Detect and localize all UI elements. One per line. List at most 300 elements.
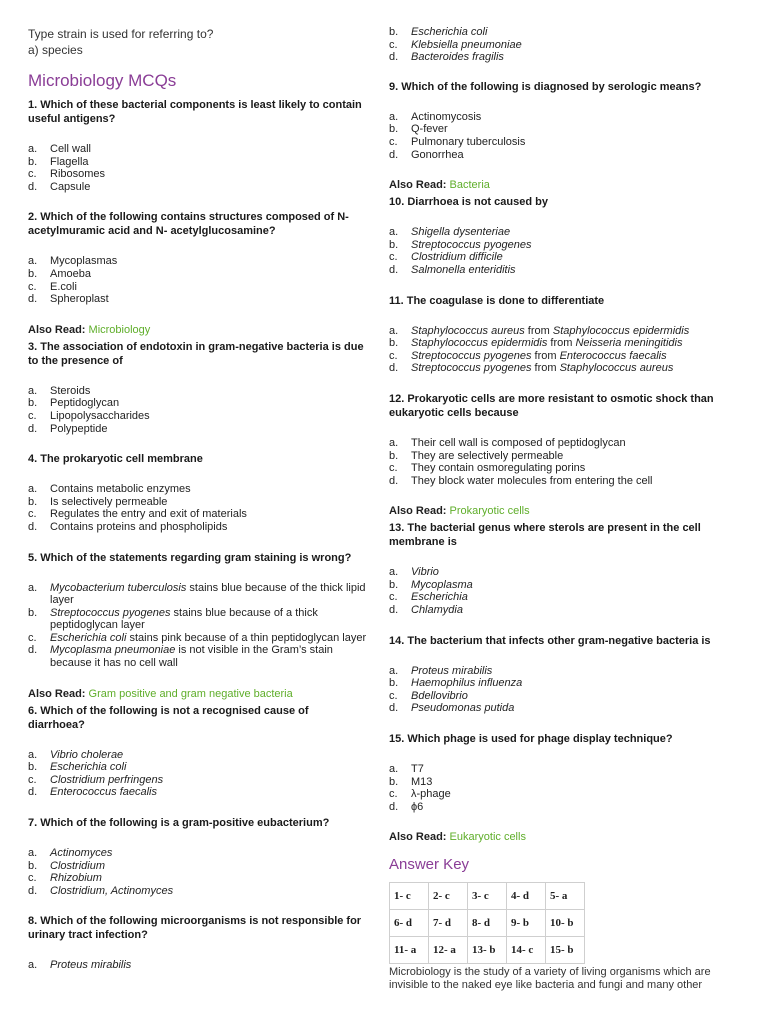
- option-marker: b.: [389, 775, 399, 788]
- option-list: [28, 847, 368, 897]
- option-marker: b.: [28, 859, 38, 872]
- option-text: [411, 690, 749, 703]
- option-item: [389, 251, 749, 264]
- option-item: [389, 149, 749, 162]
- option-marker: a.: [28, 483, 38, 496]
- option-text: [411, 264, 749, 277]
- option-marker: b.: [28, 606, 38, 619]
- option-text: [411, 350, 749, 363]
- option-item: [389, 579, 749, 592]
- option-plain-text: They are selectively permeable: [411, 449, 564, 462]
- option-list: [389, 763, 749, 813]
- option-list: [28, 483, 368, 533]
- option-text: [50, 423, 368, 436]
- option-list: [389, 665, 749, 715]
- option-marker: d.: [389, 800, 399, 813]
- question-text: 9. Which of the following is diagnosed by serologic means?: [389, 80, 702, 93]
- option-plain-text: Peptidoglycan: [50, 397, 120, 410]
- option-marker: a.: [28, 959, 38, 972]
- option-item: [28, 860, 368, 873]
- question-text: 14. The bacterium that infects other gram-negative bacteria is: [389, 634, 711, 647]
- option-text: [50, 749, 368, 762]
- option-plain-text: Contains metabolic enzymes: [50, 483, 191, 496]
- question-block: [28, 687, 368, 799]
- option-italic-text: Salmonella enteriditis: [411, 263, 516, 276]
- option-marker: a.: [28, 581, 38, 594]
- option-item: [389, 604, 749, 617]
- option-italic-text: Staphylococcus aureus: [411, 324, 525, 337]
- option-marker: c.: [28, 409, 37, 422]
- question-text: 4. The prokaryotic cell membrane: [28, 453, 203, 466]
- option-item: [28, 496, 368, 509]
- option-list: [28, 255, 368, 305]
- option-plain-text: λ-phage: [411, 788, 451, 801]
- option-item: [389, 462, 749, 475]
- option-text: [50, 508, 368, 521]
- option-text: [50, 385, 368, 398]
- option-item: [389, 665, 749, 678]
- option-text: [50, 632, 368, 645]
- option-item: [389, 26, 749, 39]
- option-text: [411, 111, 749, 124]
- option-italic-text: Vibrio: [411, 566, 439, 579]
- question-block: [28, 323, 368, 435]
- option-marker: c.: [389, 788, 398, 801]
- option-item: [28, 582, 368, 607]
- option-item: [28, 385, 368, 398]
- option-text: [50, 774, 368, 787]
- option-plain-text: They contain osmoregulating porins: [411, 462, 586, 475]
- option-plain-text: Cell wall: [50, 143, 91, 155]
- option-text: [50, 496, 368, 509]
- option-marker: a.: [389, 110, 399, 123]
- option-text: [411, 437, 749, 450]
- option-item: [28, 508, 368, 521]
- question-text: 10. Diarrhoea is not caused by: [389, 196, 548, 209]
- option-list: [28, 959, 368, 972]
- option-marker: b.: [28, 397, 38, 410]
- option-text: [50, 885, 368, 898]
- answer-key-cell: 10- b: [546, 910, 585, 937]
- option-marker: c.: [389, 349, 398, 362]
- option-list: [28, 582, 368, 670]
- option-marker: c.: [28, 773, 37, 786]
- option-marker: d.: [389, 474, 399, 487]
- also-read-link[interactable]: Eukaryotic cells: [449, 831, 526, 844]
- option-item: [28, 293, 368, 306]
- question-block: [389, 732, 749, 813]
- option-italic-text: Streptococcus pyogenes: [411, 349, 532, 362]
- answer-key-row: [390, 910, 585, 937]
- answer-key-cell: 15- b: [546, 937, 585, 964]
- option-list: [389, 566, 749, 616]
- option-marker: d.: [28, 180, 38, 193]
- option-italic-text: Proteus mirabilis: [411, 664, 493, 677]
- option-plain-text: from: [531, 349, 560, 362]
- option-marker: d.: [389, 604, 399, 617]
- question-text: 15. Which phage is used for phage display technique?: [389, 733, 673, 746]
- option-italic-text: Clostridium: [50, 859, 106, 872]
- option-text: [50, 168, 368, 181]
- question-text: 1. Which of these bacterial components is least likely to contain useful antigens?: [28, 99, 362, 125]
- option-plain-text: from: [524, 324, 553, 337]
- question-block: [28, 452, 368, 533]
- option-item: [28, 423, 368, 436]
- option-text: [411, 337, 749, 350]
- also-read-label: Also Read:: [28, 323, 86, 336]
- option-item: [389, 702, 749, 715]
- option-marker: a.: [389, 664, 399, 677]
- option-item: [28, 181, 368, 194]
- answer-key-cell: 13- b: [468, 937, 507, 964]
- option-item: [28, 168, 368, 181]
- option-plain-text: E.coli: [50, 280, 77, 293]
- option-italic-text: Klebsiella pneumoniae: [411, 38, 522, 51]
- option-item: [28, 255, 368, 268]
- option-text: [411, 123, 749, 136]
- question-text: 11. The coagulase is done to differentiate: [389, 294, 605, 307]
- option-list: [389, 226, 749, 276]
- option-marker: d.: [28, 884, 38, 897]
- option-marker: c.: [389, 591, 398, 604]
- option-text: [411, 239, 749, 252]
- option-list: [389, 437, 749, 487]
- option-plain-text: from: [547, 337, 576, 350]
- option-marker: b.: [28, 495, 38, 508]
- option-marker: b.: [28, 155, 38, 168]
- also-read-label: Also Read:: [389, 831, 447, 844]
- answer-key-cell: 6- d: [390, 910, 429, 937]
- also-read-link[interactable]: Microbiology: [88, 323, 151, 336]
- option-italic-text: Streptococcus pyogenes: [411, 238, 532, 251]
- option-marker: b.: [389, 578, 399, 591]
- option-italic-text: Staphylococcus aureus: [559, 362, 674, 375]
- option-item: [28, 774, 368, 787]
- option-text: [50, 607, 368, 632]
- option-item: [389, 591, 749, 604]
- option-italic-text: Shigella dysenteriae: [411, 226, 511, 239]
- option-text: [411, 51, 749, 64]
- option-item: [28, 410, 368, 423]
- option-item: [28, 644, 368, 669]
- option-plain-text: Actinomycosis: [411, 110, 482, 123]
- option-text: [411, 665, 749, 678]
- option-text: [50, 397, 368, 410]
- option-text: [50, 483, 368, 496]
- option-marker: d.: [389, 148, 399, 161]
- option-plain-text: M13: [411, 775, 433, 788]
- option-text: [411, 566, 749, 579]
- answer-key-row: [390, 883, 585, 910]
- answer-key-cell: 8- d: [468, 910, 507, 937]
- option-item: [389, 123, 749, 136]
- question-block: [28, 210, 368, 305]
- option-marker: b.: [389, 238, 399, 251]
- option-item: [389, 39, 749, 52]
- option-item: [389, 437, 749, 450]
- option-italic-text: Clostridium perfringens: [50, 773, 164, 786]
- option-marker: c.: [389, 689, 398, 702]
- option-plain-text: Mycoplasmas: [50, 255, 118, 268]
- question-block: [389, 178, 749, 276]
- also-read: [389, 178, 749, 192]
- option-italic-text: Enterococcus faecalis: [559, 349, 667, 362]
- option-item: [389, 690, 749, 703]
- option-item: [389, 325, 749, 338]
- option-marker: a.: [389, 566, 399, 579]
- option-italic-text: Haemophilus influenza: [411, 677, 523, 690]
- footer-text: Microbiology is the study of a variety of living organisms which are invisible to the naked eye like bacteria and fungi and many other: [389, 966, 711, 992]
- option-item: [389, 111, 749, 124]
- option-item: [389, 51, 749, 64]
- also-read-link[interactable]: Prokaryotic cells: [449, 505, 530, 518]
- option-text: [50, 156, 368, 169]
- option-italic-text: Streptococcus pyogenes: [50, 606, 171, 619]
- option-item: [28, 959, 368, 972]
- option-item: [28, 521, 368, 534]
- question-block: [389, 294, 749, 375]
- option-plain-text: stains blue because of the thick lipid layer: [50, 581, 366, 607]
- option-italic-text: Mycoplasma: [411, 578, 473, 591]
- option-marker: c.: [28, 508, 37, 521]
- option-text: [50, 959, 368, 972]
- answer-key-title: Answer Key: [389, 856, 470, 874]
- option-marker: a.: [28, 255, 38, 268]
- option-text: [411, 450, 749, 463]
- option-italic-text: Staphylococcus epidermidis: [411, 337, 548, 350]
- option-text: [411, 801, 749, 814]
- option-text: [50, 410, 368, 423]
- option-marker: b.: [389, 677, 399, 690]
- option-italic-text: Chlamydia: [411, 604, 463, 617]
- option-marker: c.: [389, 462, 398, 475]
- option-plain-text: Capsule: [50, 180, 91, 193]
- option-plain-text: Q-fever: [411, 123, 448, 136]
- option-marker: a.: [389, 436, 399, 449]
- option-text: [411, 226, 749, 239]
- option-item: [389, 350, 749, 363]
- option-text: [411, 788, 749, 801]
- option-italic-text: Clostridium difficile: [411, 251, 503, 264]
- answer-key-cell: 11- a: [390, 937, 429, 964]
- option-text: [411, 776, 749, 789]
- option-marker: c.: [28, 872, 37, 885]
- option-item: [28, 847, 368, 860]
- answer-key-cell: 9- b: [507, 910, 546, 937]
- option-item: [389, 337, 749, 350]
- option-text: [50, 293, 368, 306]
- option-list: [28, 143, 368, 193]
- option-item: [28, 483, 368, 496]
- answer-key-cell: 12- a: [429, 937, 468, 964]
- question-block: [389, 392, 749, 487]
- option-text: [411, 362, 749, 375]
- option-plain-text: Ribosomes: [50, 168, 106, 181]
- answer-key-cell: 14- c: [507, 937, 546, 964]
- question-text: 8. Which of the following microorganisms is not responsible for urinary tract infection?: [28, 915, 362, 942]
- option-item: [389, 776, 749, 789]
- option-item: [28, 749, 368, 762]
- answer-key-cell: 7- d: [429, 910, 468, 937]
- option-italic-text: Proteus mirabilis: [50, 959, 132, 972]
- option-marker: a.: [389, 763, 399, 776]
- option-item: [28, 632, 368, 645]
- option-plain-text: Polypeptide: [50, 422, 108, 435]
- option-text: [411, 325, 749, 338]
- option-item: [28, 397, 368, 410]
- option-marker: b.: [28, 761, 38, 774]
- question-text: 2. Which of the following contains structures composed of N-acetylmuramic acid and N- acetylglucosamine?: [28, 211, 349, 238]
- intro-answer: a) species: [28, 43, 83, 57]
- option-italic-text: Mycoplasma pneumoniae: [50, 644, 176, 657]
- intro-question: Type strain is used for referring to?: [28, 27, 214, 41]
- option-marker: d.: [389, 362, 399, 375]
- question-text: 6. Which of the following is not a recognised cause of diarrhoea?: [28, 704, 309, 731]
- option-text: [50, 268, 368, 281]
- option-list: [389, 111, 749, 161]
- option-italic-text: Bacteroides fragilis: [411, 51, 504, 64]
- option-marker: a.: [28, 847, 38, 860]
- option-plain-text: stains blue because of a thick peptidoglycan layer: [50, 606, 318, 632]
- question-block: [28, 98, 368, 193]
- also-read-link[interactable]: Gram positive and gram negative bacteria: [88, 687, 293, 700]
- option-marker: b.: [389, 449, 399, 462]
- option-marker: d.: [389, 263, 399, 276]
- answer-key-cell: 4- d: [507, 883, 546, 910]
- option-text: [50, 860, 368, 873]
- option-marker: c.: [28, 631, 37, 644]
- option-item: [389, 475, 749, 488]
- option-text: [411, 39, 749, 52]
- answer-key-cell: 1- c: [390, 883, 429, 910]
- option-item: [28, 143, 368, 156]
- option-plain-text: Pulmonary tuberculosis: [411, 135, 526, 148]
- option-italic-text: Pseudomonas putida: [411, 702, 515, 715]
- answer-key-cell: 5- a: [546, 883, 585, 910]
- option-item: [389, 566, 749, 579]
- option-text: [411, 702, 749, 715]
- option-text: [50, 786, 368, 799]
- option-text: [411, 136, 749, 149]
- option-list: [389, 325, 749, 375]
- option-text: [411, 591, 749, 604]
- option-marker: a.: [389, 226, 399, 239]
- option-marker: d.: [389, 702, 399, 715]
- option-list: [28, 385, 368, 435]
- option-item: [28, 268, 368, 281]
- option-text: [411, 26, 749, 39]
- option-marker: b.: [389, 123, 399, 136]
- option-marker: c.: [389, 135, 398, 148]
- question-block: [389, 80, 749, 161]
- option-list: [28, 749, 368, 799]
- option-plain-text: ϕ6: [411, 800, 424, 813]
- option-italic-text: Rhizobium: [50, 872, 102, 885]
- left-column: [28, 0, 368, 989]
- also-read-label: Also Read:: [389, 179, 447, 192]
- option-marker: a.: [389, 324, 399, 337]
- option-text: [50, 644, 368, 669]
- option-text: [411, 604, 749, 617]
- option-italic-text: Vibrio cholerae: [50, 748, 124, 761]
- option-item: [389, 362, 749, 375]
- question-text: 5. Which of the statements regarding gram staining is wrong?: [28, 551, 352, 564]
- option-italic-text: Escherichia coli: [50, 761, 127, 774]
- option-italic-text: Actinomyces: [50, 847, 113, 860]
- question-text: 7. Which of the following is a gram-positive eubacterium?: [28, 817, 330, 830]
- option-italic-text: Enterococcus faecalis: [50, 786, 157, 799]
- option-item: [389, 450, 749, 463]
- option-marker: c.: [389, 38, 398, 51]
- option-item: [28, 156, 368, 169]
- question-block: [28, 816, 368, 897]
- option-marker: d.: [28, 293, 38, 306]
- option-marker: a.: [28, 384, 38, 397]
- option-marker: b.: [389, 26, 399, 38]
- option-plain-text: is not visible in the Gram’s stain because it has no cell wall: [50, 644, 333, 670]
- option-italic-text: Clostridium, Actinomyces: [50, 884, 174, 897]
- option-marker: a.: [28, 143, 38, 155]
- right-question-list: [389, 80, 749, 814]
- option-plain-text: Contains proteins and phospholipids: [50, 520, 228, 533]
- option-marker: d.: [28, 422, 38, 435]
- option-text: [411, 251, 749, 264]
- question-block: [389, 634, 749, 715]
- option-text: [50, 143, 368, 156]
- option-italic-text: Escherichia: [411, 591, 468, 604]
- also-read-link[interactable]: Bacteria: [449, 179, 490, 192]
- option-item: [28, 607, 368, 632]
- option-text: [50, 761, 368, 774]
- option-italic-text: Streptococcus pyogenes: [411, 362, 532, 375]
- answer-key-cell: 2- c: [429, 883, 468, 910]
- page-title: Microbiology MCQs: [28, 71, 177, 90]
- option-text: [50, 255, 368, 268]
- option-text: [411, 149, 749, 162]
- option-italic-text: Neisseria meningitidis: [575, 337, 683, 350]
- question-block: [389, 504, 749, 616]
- option-text: [50, 521, 368, 534]
- option-item: [389, 264, 749, 277]
- option-text: [50, 181, 368, 194]
- also-read: [389, 504, 749, 518]
- option-item: [389, 136, 749, 149]
- option-plain-text: Gonorrhea: [411, 148, 464, 161]
- option-marker: c.: [389, 251, 398, 264]
- option-text: [411, 763, 749, 776]
- option-marker: d.: [28, 520, 38, 533]
- option-text: [50, 872, 368, 885]
- left-question-list: [28, 98, 368, 972]
- option-plain-text: Regulates the entry and exit of materials: [50, 508, 247, 521]
- option-plain-text: They block water molecules from entering the cell: [411, 474, 653, 487]
- option-text: [411, 462, 749, 475]
- option-item: [389, 801, 749, 814]
- option-italic-text: Escherichia coli: [411, 26, 488, 38]
- option-plain-text: Is selectively permeable: [50, 495, 168, 508]
- option-item: [389, 239, 749, 252]
- option-item: [28, 885, 368, 898]
- option-text: [50, 281, 368, 294]
- also-read: [28, 687, 368, 701]
- option-text: [411, 677, 749, 690]
- option-marker: c.: [28, 280, 37, 293]
- also-read-label: Also Read:: [389, 505, 447, 518]
- option-plain-text: from: [531, 362, 560, 375]
- option-plain-text: T7: [411, 763, 424, 776]
- option-marker: a.: [28, 748, 38, 761]
- option-marker: b.: [389, 337, 399, 350]
